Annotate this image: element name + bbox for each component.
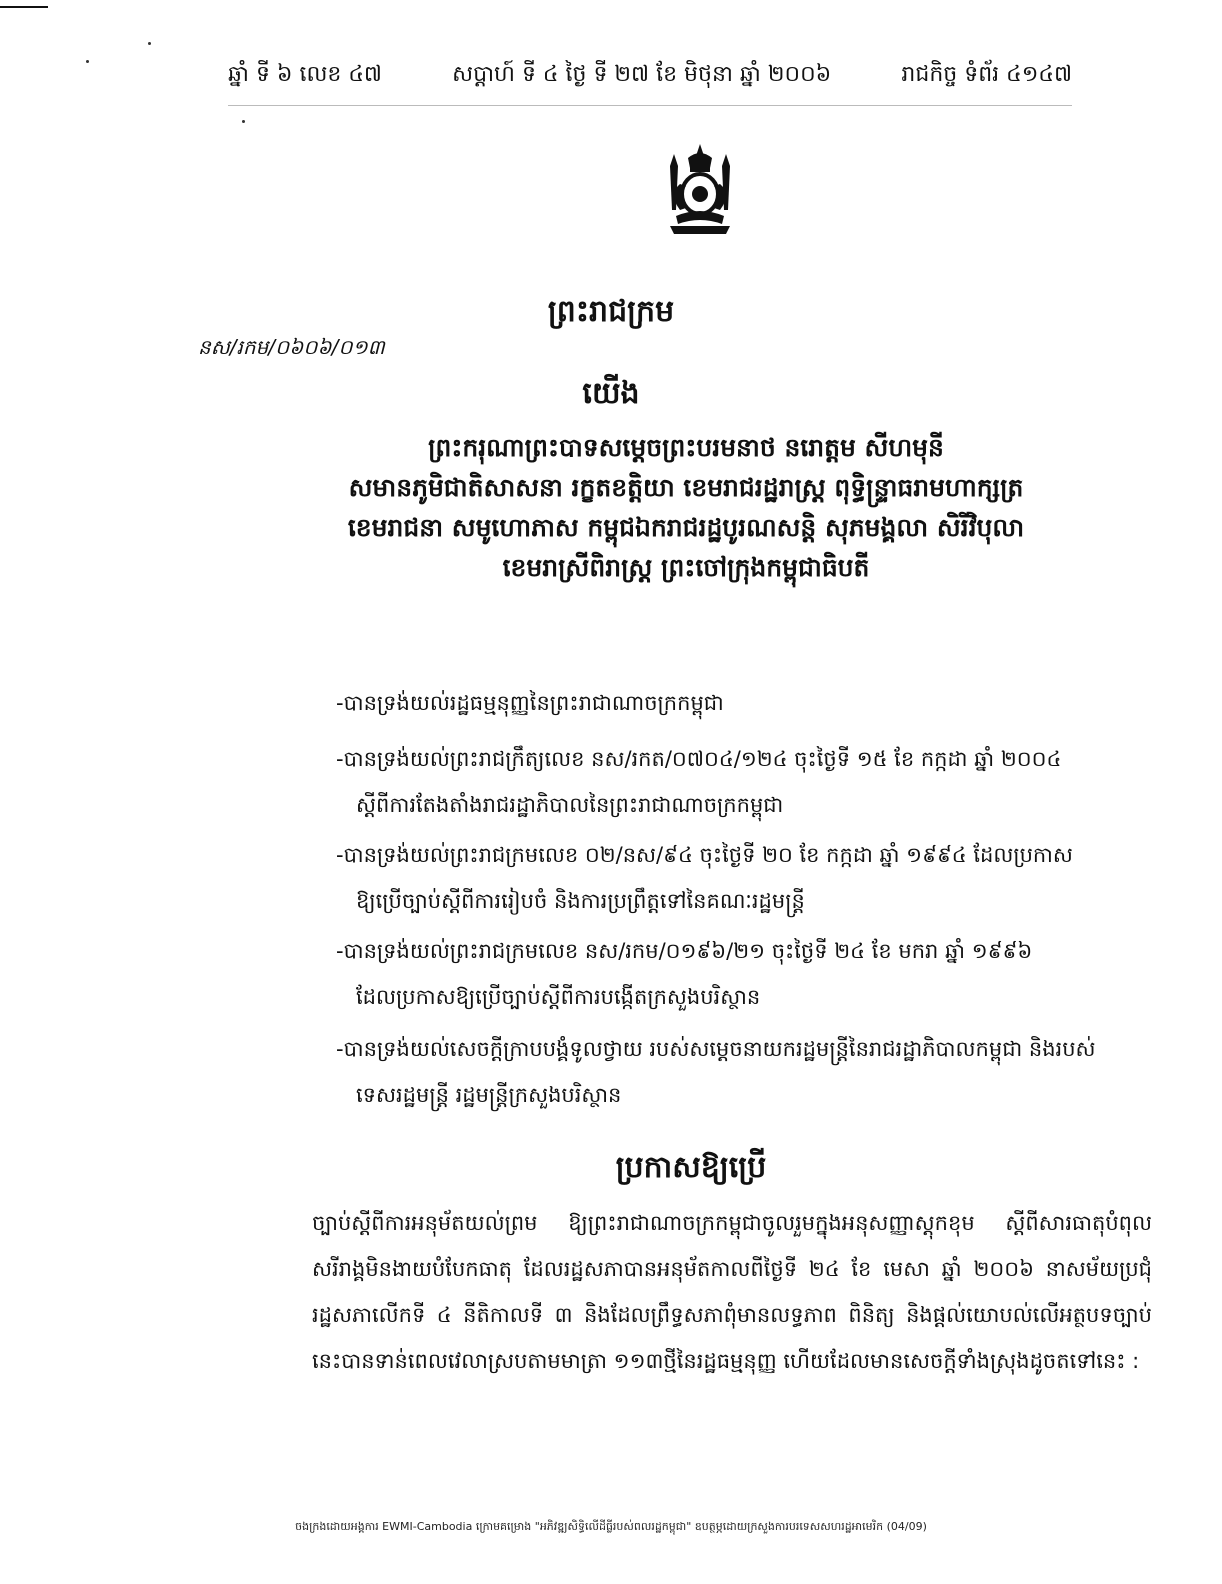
reference-line: -បានទ្រង់យល់ព្រះរាជក្រឹត្យលេខ នស/រកត/០៧០៤/១២៤ ចុះថ្ងៃទី ១៥ ខែ កក្កដា ឆ្នាំ ២០០៤ [336,747,1062,771]
scan-speck [242,120,245,123]
king-title-block [300,428,1072,588]
we-heading: យើង [582,376,640,411]
reference-line: ទេសរដ្ឋមន្ត្រី រដ្ឋមន្ត្រីក្រសួងបរិស្ថាន [356,1083,622,1107]
reference-line: -បានទ្រង់យល់ព្រះរាជក្រមលេខ នស/រកម/០១៩៦/២១ ចុះថ្ងៃទី ២៤ ខែ មករា ឆ្នាំ ១៩៩៦ [336,939,1033,963]
reference-line: ដែលប្រកាសឱ្យប្រើច្បាប់ស្ដីពីការបង្កើតក្រសួងបរិស្ថាន [356,985,761,1009]
proclaim-heading: ប្រកាសឱ្យប្រើ [615,1150,767,1185]
king-title-line: ខេមរាជនា សមូហោភាស កម្ពុជឯករាជរដ្ឋបូរណសន្តិ សុភមង្គលា សិរីវិបុលា [347,513,1025,542]
body-text: ច្បាប់ស្ដីពីការអនុម័តយល់ព្រម ឱ្យព្រះរាជាណាចក្រកម្ពុជាចូលរួមក្នុងអនុសញ្ញាស្តុកខុម ស្ដីពីសារធាតុបំពុលសរីរាង្គមិនងាយបំបែកធាតុ ដែលរដ្ឋសភាបានអនុម័តកាលពីថ្ងៃទី ២៤ ខែ មេសា ឆ្នាំ ២០០៦ នាសម័យប្រជុំរដ្ឋសភាលើកទី ៤ នីតិកាលទី ៣ និងដែលព្រឹទ្ធសភាពុំមានលទ្ធភាព ពិនិត្យ និងផ្ដល់យោបល់លើអត្ថបទច្បាប់នេះបានទាន់ពេលវេលាស្របតាមមាត្រា ១១៣ថ្មីនៃរដ្ឋធម្មនុញ្ញ ហើយដែលមានសេចក្ដីទាំងស្រុងដូចតទៅនេះ : [312,1211,1152,1373]
reference-item [336,736,1152,828]
body-paragraph [312,1200,1152,1384]
scan-mark [0,6,48,8]
reference-line: -បានទ្រង់យល់សេចក្ដីក្រាបបង្គំទូលថ្វាយ របស់សម្ដេចនាយករដ្ឋមន្ត្រីនៃរាជរដ្ឋាភិបាលកម្ពុជា និងរបស់ [336,1037,1096,1061]
king-title-line: ខេមរាស្រីពិរាស្ត្រ ព្រះចៅក្រុងកម្ពុជាធិបតី [502,553,870,582]
header-date: សប្ដាហ៍ ទី ៤ ថ្ងៃ ទី ២៧ ខែ មិថុនា ឆ្នាំ ២០០៦ [452,62,832,87]
footer-note: ចងក្រងដោយអង្គការ EWMI-Cambodia ក្រោមគម្រោង "អភិវឌ្ឍសិទ្ធិលើដីធ្លីរបស់ពលរដ្ឋកម្ពុជា" ឧបត្ថម្ភដោយក្រសួងការបរទេសសហរដ្ឋអាមេរិក (04/09) [295,1520,927,1533]
gazette-header [228,60,1072,92]
header-gazette-page: រាជកិច្ច ទំព័រ ៤១៤៧ [901,62,1072,87]
scan-speck [148,42,151,45]
reference-line: -បានទ្រង់យល់ព្រះរាជក្រមលេខ ០២/នស/៩៤ ចុះថ្ងៃទី ២០ ខែ កក្កដា ឆ្នាំ ១៩៩៤ ដែលប្រកាស [336,843,1073,867]
document-title: ព្រះរាជក្រម [547,294,675,329]
reference-item [336,832,1152,924]
reference-item [336,928,1152,1020]
reference-item [336,1026,1152,1118]
king-title-line: សមានភូមិជាតិសាសនា រក្ខតខត្តិយា ខេមរាជរដ្ឋរាស្ត្រ ពុទ្ធិន្ទ្រាធរាមហាក្សត្រ [348,473,1024,502]
header-year-issue: ឆ្នាំ ទី ៦ លេខ ៤៧ [228,62,382,87]
document-ref-no: នស/រកម/០៦០៦/០១៣ [198,335,385,359]
scan-speck [86,60,89,63]
header-rule [228,105,1072,106]
reference-line: -បានទ្រង់យល់រដ្ឋធម្មនុញ្ញនៃព្រះរាជាណាចក្រកម្ពុជា [336,691,724,715]
reference-line: ឱ្យប្រើច្បាប់ស្ដីពីការរៀបចំ និងការប្រព្រឹត្តទៅនៃគណៈរដ្ឋមន្ត្រី [356,889,805,913]
reference-item [336,680,1152,726]
reference-line: ស្ដីពីការតែងតាំងរាជរដ្ឋាភិបាលនៃព្រះរាជាណាចក្រកម្ពុជា [356,793,784,817]
royal-coat-of-arms-icon [650,140,750,240]
king-title-line: ព្រះករុណាព្រះបាទសម្ដេចព្រះបរមនាថ នរោត្តម សីហមុនី [428,433,944,462]
